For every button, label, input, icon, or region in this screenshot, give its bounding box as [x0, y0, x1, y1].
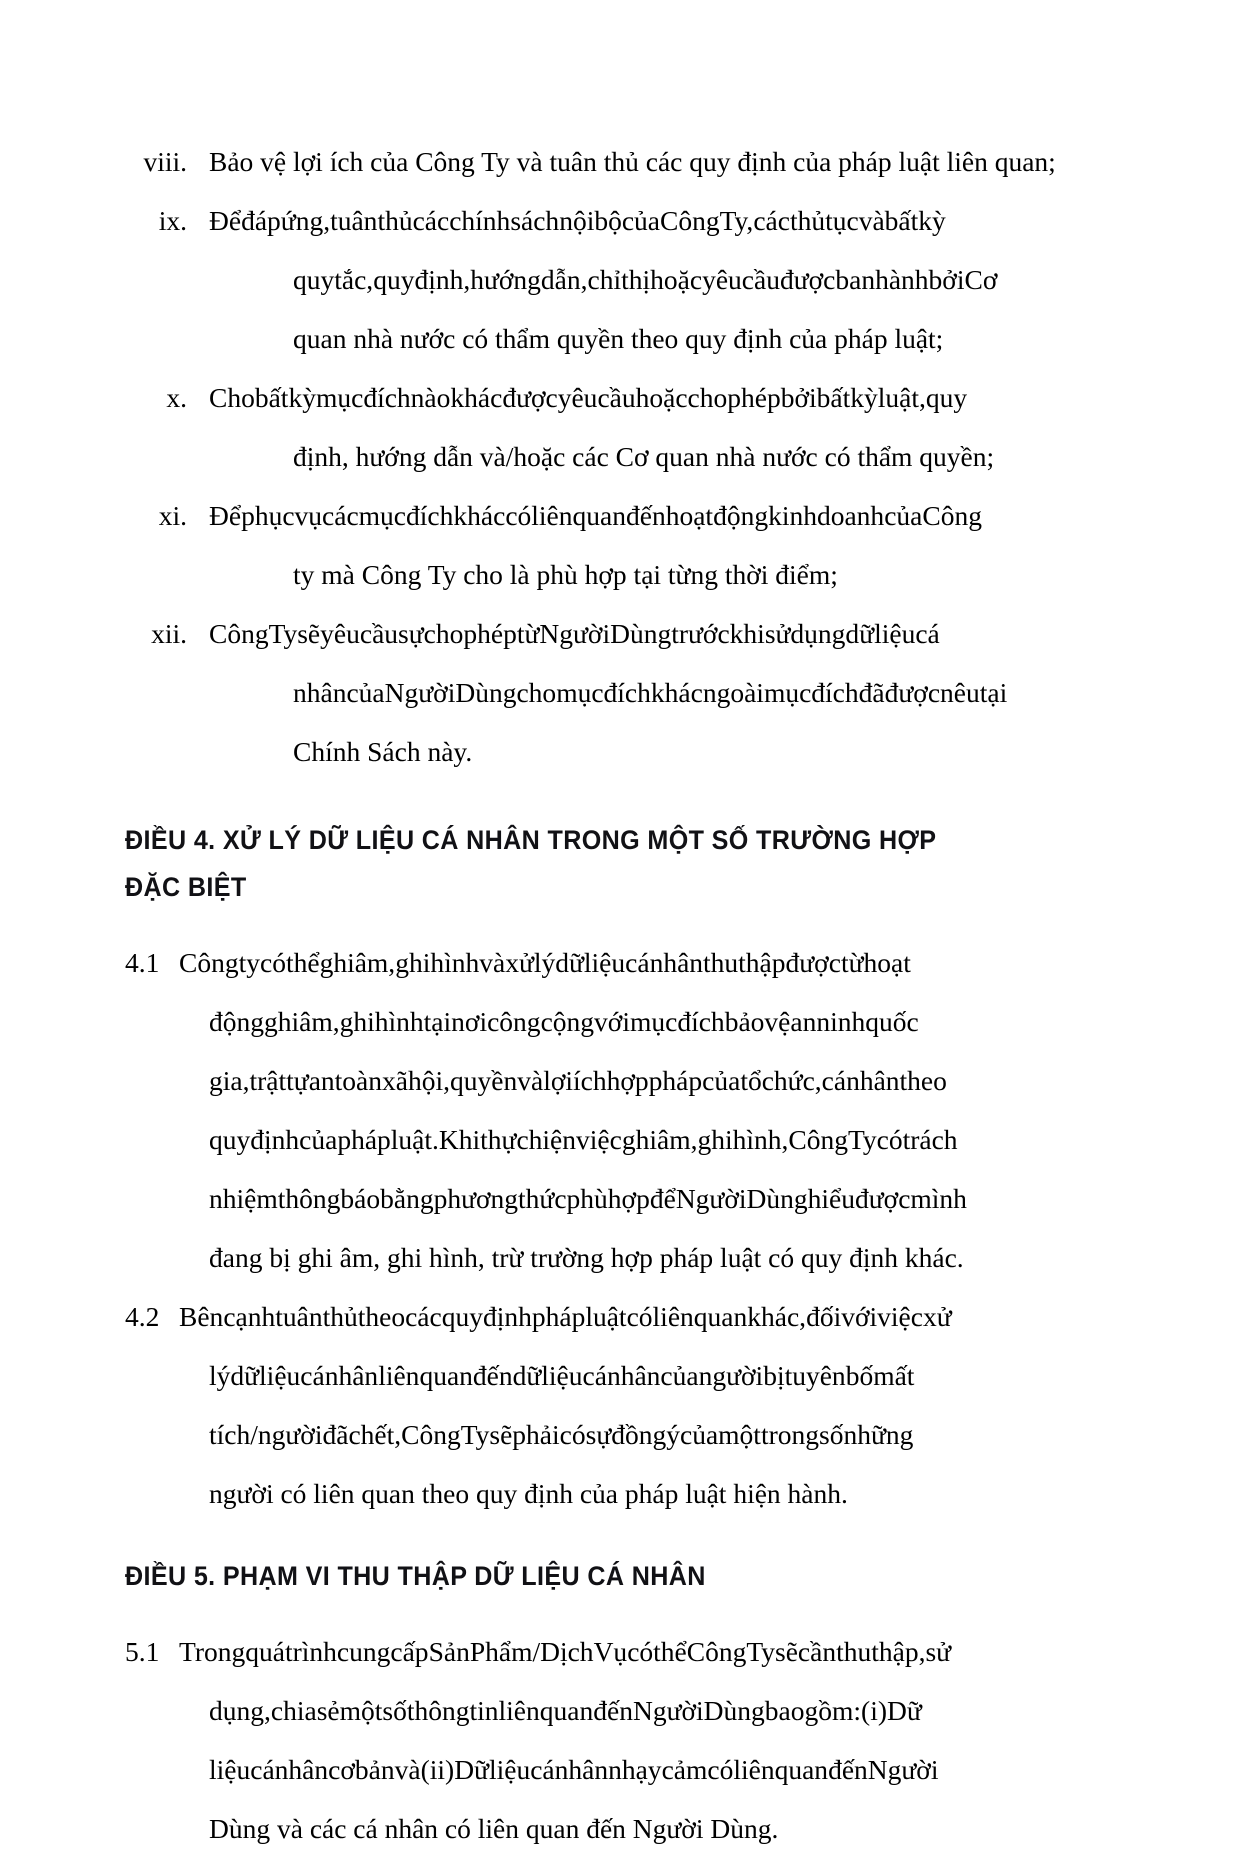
text-line: Đểđápứng,tuânthủcácchínhsáchnộibộcủaCôngTy,cácthủtụcvàbấtkỳ — [209, 205, 946, 236]
text-line: Chính Sách này. — [293, 736, 473, 767]
text-line: lýdữliệucánhânliênquanđếndữliệucánhâncủangườibịtuyênbốmất — [209, 1360, 915, 1391]
text-line: Bảo vệ lợi ích của Công Ty và tuân thủ các quy định của pháp luật liên quan; — [209, 146, 1056, 177]
paragraph-text — [125, 1622, 1010, 1858]
list-item — [125, 132, 1056, 191]
paragraph-4-1 — [125, 933, 1010, 1287]
text-line: ĐểphụcvụcácmụcđíchkháccóliênquanđếnhoạtđộngkinhdoanhcủaCông — [209, 500, 982, 531]
list-item — [125, 486, 1010, 604]
text-line: định, hướng dẫn và/hoặc các Cơ quan nhà nước có thẩm quyền; — [293, 441, 995, 472]
spacer — [125, 911, 1010, 933]
text-line: liệucánhâncơbảnvà(ii)DữliệucánhânnhạycảmcóliênquanđếnNgười — [209, 1754, 939, 1785]
spacer — [125, 1523, 1010, 1553]
paragraph-5-1 — [125, 1622, 1010, 1858]
paragraph-number: 4.1 — [125, 947, 160, 978]
document-content — [125, 132, 1056, 1858]
spacer — [125, 1600, 1010, 1622]
text-line: người có liên quan theo quy định của pháp luật hiện hành. — [209, 1478, 848, 1509]
list-item-text — [209, 604, 1010, 781]
text-line: Bêncạnhtuânthủtheocácquyđịnhphápluậtcóliênquankhác,đốivớiviệcxử — [179, 1301, 952, 1332]
list-item — [125, 368, 1010, 486]
paragraph-text — [125, 933, 1010, 1287]
text-line: độngghiâm,ghihìnhtạinơicôngcộngvớimụcđíchbảovệanninhquốc — [209, 1006, 919, 1037]
text-line: quytắc,quyđịnh,hướngdẫn,chỉthịhoặcyêucầuđượcbanhànhbởiCơ — [293, 264, 998, 295]
text-line: TrongquátrìnhcungcấpSảnPhẩm/DịchVụcóthểCôngTysẽcầnthuthập,sử — [179, 1636, 952, 1667]
spacer — [125, 781, 1010, 817]
list-item — [125, 191, 1010, 368]
text-line: nhâncủaNgườiDùngchomụcđíchkhácngoàimụcđíchđãđượcnêutại — [293, 677, 1008, 708]
text-line: CôngTysẽyêucầusựchophéptừNgườiDùngtrướckhisửdụngdữliệucá — [209, 618, 940, 649]
list-marker: xi. — [158, 500, 187, 531]
article-5-heading — [125, 1553, 1010, 1600]
list-marker: ix. — [158, 205, 187, 236]
roman-numeral-list — [125, 132, 1056, 781]
heading-line: ĐIỀU 4. XỬ LÝ DỮ LIỆU CÁ NHÂN TRONG MỘT SỐ TRƯỜNG HỢP — [125, 825, 937, 855]
paragraph-number: 4.2 — [125, 1301, 160, 1332]
text-line: quan nhà nước có thẩm quyền theo quy định của pháp luật; — [293, 323, 944, 354]
list-marker: x. — [166, 382, 187, 413]
list-item-text — [209, 368, 1010, 486]
list-marker: viii. — [143, 146, 187, 177]
paragraph-number: 5.1 — [125, 1636, 160, 1667]
text-line: tích/ngườiđãchết,CôngTysẽphảicósựđồngýcủamộttrongsốnhững — [209, 1419, 914, 1450]
heading-line: ĐIỀU 5. PHẠM VI THU THẬP DỮ LIỆU CÁ NHÂN — [125, 1561, 706, 1591]
text-line: dụng,chiasẻmộtsốthôngtinliênquanđếnNgườiDùngbaogồm:(i)Dữ — [209, 1695, 922, 1726]
heading-line: ĐẶC BIỆT — [125, 872, 247, 902]
article-4-heading — [125, 817, 1010, 911]
text-line: Chobấtkỳmụcđíchnàokhácđượcyêucầuhoặcchophépbởibấtkỳluật,quy — [209, 382, 968, 413]
text-line: ty mà Công Ty cho là phù hợp tại từng thời điểm; — [293, 559, 838, 590]
text-line: Côngtycóthểghiâm,ghihìnhvàxửlýdữliệucánhânthuthậpđượctừhoạt — [179, 947, 911, 978]
text-line: đang bị ghi âm, ghi hình, trừ trường hợp pháp luật có quy định khác. — [209, 1242, 964, 1273]
paragraph-4-2 — [125, 1287, 1010, 1523]
list-item-text — [209, 132, 1056, 191]
paragraph-text — [125, 1287, 1010, 1523]
list-item — [125, 604, 1010, 781]
list-marker: xii. — [151, 618, 187, 649]
text-line: gia,trậttựantoànxãhội,quyềnvàlợiíchhợpphápcủatổchức,cánhântheo — [209, 1065, 947, 1096]
text-line: quyđịnhcủaphápluật.Khithựchiệnviệcghiâm,ghihình,CôngTycótrách — [209, 1124, 958, 1155]
text-line: nhiệmthôngbáobằngphươngthứcphùhợpđểNgườiDùnghiểuđượcmình — [209, 1183, 967, 1214]
list-item-text — [209, 486, 1010, 604]
list-item-text — [209, 191, 1010, 368]
text-line: Dùng và các cá nhân có liên quan đến Người Dùng. — [209, 1813, 779, 1844]
